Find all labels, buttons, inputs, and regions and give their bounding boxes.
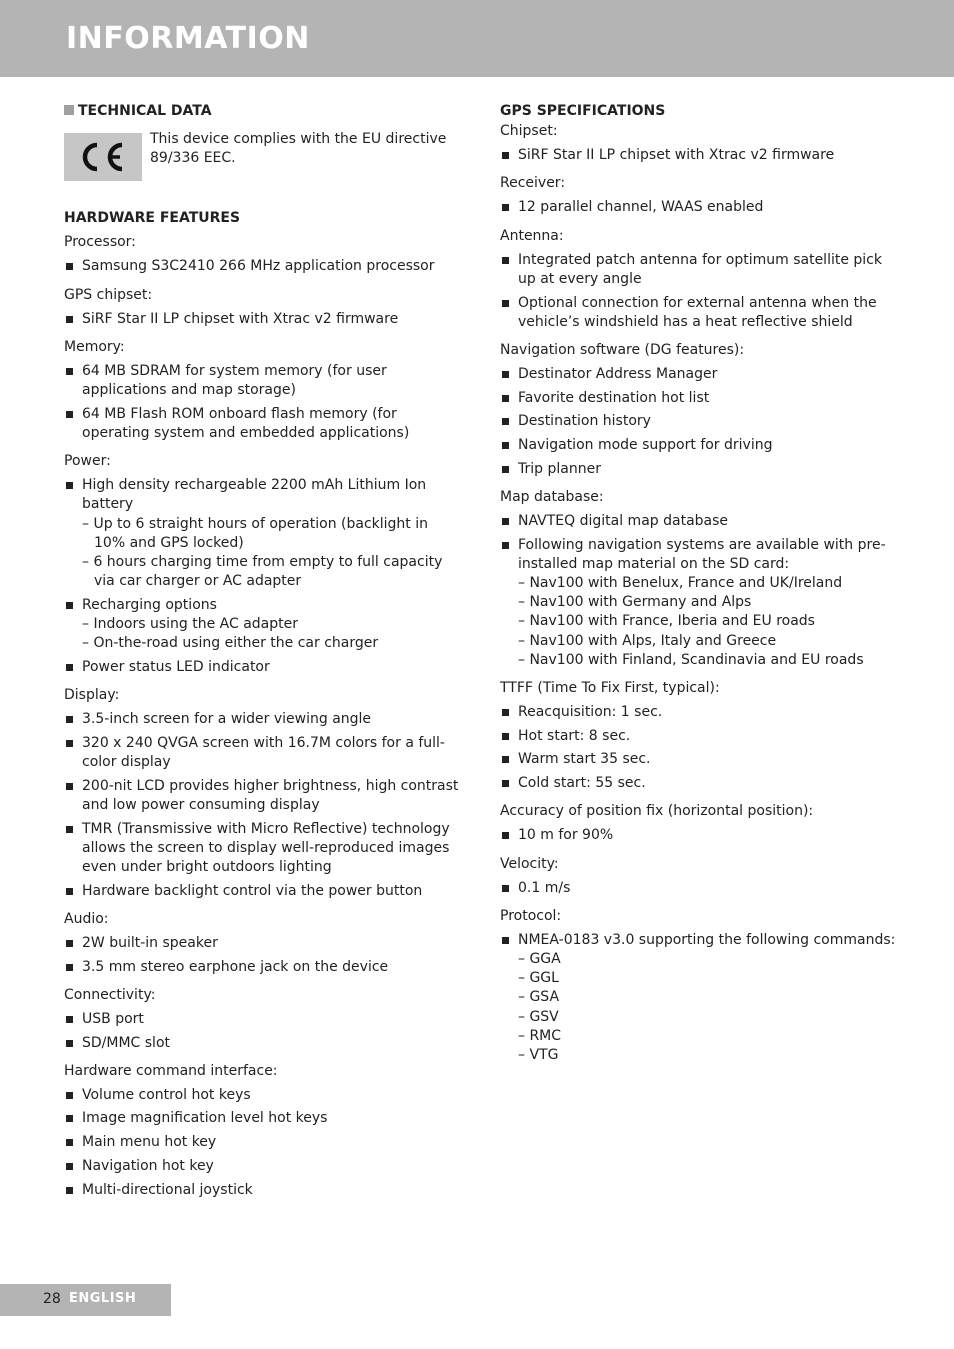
spec-item-text: Image magnification level hot keys — [82, 1110, 328, 1127]
page-header — [0, 0, 954, 77]
spec-list-item — [64, 820, 462, 878]
gps-specifications-heading: GPS SPECIFICATIONS — [500, 103, 666, 119]
ce-compliance — [64, 130, 462, 181]
spec-list-item — [500, 703, 900, 722]
spec-item-text: NAVTEQ digital map database — [518, 512, 729, 529]
spec-list-item — [500, 931, 900, 1065]
page-number: 28 — [43, 1291, 61, 1307]
spec-list-item — [64, 596, 462, 654]
spec-group-label: Antenna: — [500, 227, 564, 244]
hardware-feature-groups — [64, 233, 462, 1199]
spec-group-label: Connectivity: — [64, 986, 156, 1003]
spec-list-item — [500, 727, 900, 746]
spec-sub-item: – Nav100 with Benelux, France and UK/Ireland — [518, 575, 843, 592]
spec-group — [500, 341, 900, 479]
spec-item-text: USB port — [82, 1010, 144, 1027]
spec-item-text: Main menu hot key — [82, 1134, 217, 1151]
spec-list-item — [64, 1181, 462, 1200]
spec-group — [500, 802, 900, 845]
spec-list — [64, 1086, 462, 1200]
spec-list — [64, 1010, 462, 1053]
spec-list-item — [64, 476, 462, 591]
spec-list-item — [64, 310, 462, 329]
spec-item-text: Volume control hot keys — [82, 1086, 251, 1103]
spec-list-item — [500, 412, 900, 431]
spec-list-item — [500, 365, 900, 384]
spec-list-item — [500, 512, 900, 531]
spec-group-label: Accuracy of position fix (horizontal position): — [500, 803, 814, 820]
spec-group — [64, 1062, 462, 1200]
spec-list-item — [64, 1086, 462, 1105]
spec-group-label: Chipset: — [500, 123, 558, 140]
spec-item-text: Samsung S3C2410 266 MHz application processor — [82, 258, 435, 275]
ce-compliance-text: This device complies with the EU directive 89/336 EEC. — [150, 131, 447, 167]
spec-list — [64, 362, 462, 443]
spec-list-item — [500, 198, 900, 217]
ce-mark-icon — [64, 133, 142, 181]
spec-sub-item: – GGA — [518, 950, 561, 967]
spec-list-item — [64, 710, 462, 729]
spec-list — [500, 879, 900, 898]
spec-list-item — [64, 362, 462, 400]
spec-group — [500, 907, 900, 1065]
spec-sub-item: – On-the-road using either the car charger — [82, 635, 379, 652]
spec-group-label: Receiver: — [500, 175, 566, 192]
spec-list — [500, 931, 900, 1065]
spec-list-item — [500, 750, 900, 769]
spec-list-item — [64, 1034, 462, 1053]
spec-item-text: Trip planner — [518, 460, 601, 477]
spec-group — [64, 338, 462, 443]
spec-sub-item: – GSA — [518, 989, 560, 1006]
spec-list-item — [500, 146, 900, 165]
spec-sub-item: – Nav100 with Finland, Scandinavia and EU roads — [518, 651, 864, 668]
gps-spec-groups — [500, 122, 900, 1065]
spec-item-text: SiRF Star II LP chipset with Xtrac v2 firmware — [518, 147, 835, 164]
spec-group-label: Map database: — [500, 488, 604, 505]
spec-sub-item: – Indoors using the AC adapter — [82, 616, 299, 633]
spec-list-item — [500, 774, 900, 793]
spec-list — [500, 826, 900, 845]
spec-sub-item: – GSV — [518, 1008, 559, 1025]
spec-list-item — [64, 1157, 462, 1176]
spec-item-text: Power status LED indicator — [82, 658, 270, 675]
spec-item-text: 3.5 mm stereo earphone jack on the device — [82, 958, 389, 975]
ce-mark-graphic — [77, 140, 129, 174]
spec-list-item — [64, 958, 462, 977]
spec-item-text: 200-nit LCD provides higher brightness, high contrast and low power consuming display — [82, 777, 459, 813]
spec-item-text: Optional connection for external antenna when the vehicle’s windshield has a heat reflective shield — [518, 294, 877, 330]
spec-item-text: Favorite destination hot list — [518, 389, 710, 406]
spec-list-item — [500, 436, 900, 455]
spec-item-text: Reacquisition: 1 sec. — [518, 704, 663, 721]
footer-language-label: ENGLISH — [69, 1291, 137, 1306]
spec-group — [64, 286, 462, 329]
spec-list — [64, 476, 462, 677]
spec-item-text: Destinator Address Manager — [518, 365, 718, 382]
spec-item-text: High density rechargeable 2200 mAh Lithium Ion battery — [82, 477, 427, 513]
spec-item-text: 0.1 m/s — [518, 879, 571, 896]
spec-list-item — [64, 405, 462, 443]
spec-group — [500, 227, 900, 332]
spec-group-label: Protocol: — [500, 907, 562, 924]
spec-list-item — [500, 879, 900, 898]
spec-sub-item: – Nav100 with Alps, Italy and Greece — [518, 632, 777, 649]
spec-item-text: 3.5-inch screen for a wider viewing angle — [82, 711, 372, 728]
spec-group — [64, 452, 462, 677]
spec-item-text: SiRF Star II LP chipset with Xtrac v2 firmware — [82, 310, 399, 327]
spec-item-text: 2W built-in speaker — [82, 934, 218, 951]
spec-list — [500, 251, 900, 332]
spec-sub-item: – 6 hours charging time from empty to full capacity via car charger or AC adapter — [82, 553, 443, 590]
spec-item-text: Navigation hot key — [82, 1157, 214, 1174]
spec-list-item — [64, 777, 462, 815]
heading-square-icon — [64, 105, 74, 115]
hardware-features-heading: HARDWARE FEATURES — [64, 210, 241, 227]
spec-group-label: Power: — [64, 453, 111, 470]
spec-item-text: 320 x 240 QVGA screen with 16.7M colors for a full-color display — [82, 734, 445, 771]
spec-group — [64, 910, 462, 977]
right-column — [500, 102, 900, 1074]
spec-list-item — [64, 257, 462, 276]
left-column — [64, 102, 462, 1209]
spec-item-text: TMR (Transmissive with Micro Reflective) technology allows the screen to display well-reproduced images even under bright outdoors lighting — [82, 820, 450, 876]
spec-group — [64, 686, 462, 901]
spec-list — [500, 198, 900, 217]
spec-group-label: Hardware command interface: — [64, 1062, 278, 1079]
spec-list-item — [500, 294, 900, 332]
spec-list — [500, 512, 900, 670]
spec-list-item — [500, 460, 900, 479]
spec-group-label: Navigation software (DG features): — [500, 341, 745, 358]
spec-group — [500, 174, 900, 217]
spec-list — [500, 703, 900, 793]
spec-item-text: SD/MMC slot — [82, 1034, 171, 1051]
spec-list — [64, 710, 462, 901]
spec-list-item — [500, 536, 900, 670]
spec-item-text: 12 parallel channel, WAAS enabled — [518, 199, 764, 216]
technical-data-heading — [64, 102, 462, 120]
spec-list-item — [64, 1133, 462, 1152]
spec-group-label: TTFF (Time To Fix First, typical): — [500, 680, 720, 697]
spec-sub-item: – Nav100 with France, Iberia and EU roads — [518, 613, 815, 630]
spec-item-text: 64 MB SDRAM for system memory (for user applications and map storage) — [82, 362, 387, 398]
spec-item-text: Destination history — [518, 413, 651, 430]
spec-group — [64, 233, 462, 276]
spec-item-text: 10 m for 90% — [518, 827, 614, 844]
spec-sub-item: – Up to 6 straight hours of operation (backlight in 10% and GPS locked) — [82, 515, 429, 551]
spec-group — [500, 855, 900, 898]
spec-group-label: Audio: — [64, 910, 109, 927]
spec-group — [500, 122, 900, 165]
spec-list — [64, 934, 462, 977]
spec-item-text: Multi-directional joystick — [82, 1181, 253, 1198]
spec-item-text: Hot start: 8 sec. — [518, 727, 631, 744]
spec-sub-item: – RMC — [518, 1027, 562, 1044]
spec-group — [64, 986, 462, 1053]
spec-item-text: Integrated patch antenna for optimum satellite pick up at every angle — [518, 251, 882, 287]
spec-list-item — [64, 1010, 462, 1029]
spec-list — [500, 146, 900, 165]
spec-group-label: Processor: — [64, 234, 136, 251]
spec-list-item — [500, 389, 900, 408]
spec-list-item — [64, 734, 462, 772]
spec-sub-item: – Nav100 with Germany and Alps — [518, 594, 752, 611]
spec-list-item — [64, 882, 462, 901]
spec-group — [500, 488, 900, 670]
spec-item-text: Hardware backlight control via the power button — [82, 882, 423, 899]
spec-item-text: Recharging options — [82, 596, 217, 613]
spec-list — [64, 310, 462, 329]
page-title: INFORMATION — [66, 21, 310, 56]
spec-group — [500, 679, 900, 793]
spec-item-text: Following navigation systems are available with pre-installed map material on the SD card: — [518, 536, 886, 572]
spec-item-text: Navigation mode support for driving — [518, 437, 773, 454]
technical-data-title: TECHNICAL DATA — [78, 103, 212, 119]
spec-item-text: Cold start: 55 sec. — [518, 775, 646, 792]
spec-sub-item: – GGL — [518, 970, 559, 987]
spec-list-item — [64, 1109, 462, 1128]
spec-item-text: 64 MB Flash ROM onboard flash memory (for operating system and embedded applications) — [82, 405, 410, 441]
spec-list-item — [64, 934, 462, 953]
page-footer — [0, 1284, 171, 1316]
spec-list-item — [64, 658, 462, 677]
spec-list — [500, 365, 900, 479]
spec-group-label: Velocity: — [500, 855, 559, 872]
spec-list — [64, 257, 462, 276]
spec-item-text: Warm start 35 sec. — [518, 751, 651, 768]
spec-group-label: Memory: — [64, 338, 125, 355]
spec-list-item — [500, 826, 900, 845]
spec-item-text: NMEA-0183 v3.0 supporting the following commands: — [518, 931, 896, 948]
spec-group-label: Display: — [64, 687, 120, 704]
spec-group-label: GPS chipset: — [64, 286, 153, 303]
spec-list-item — [500, 251, 900, 289]
spec-sub-item: – VTG — [518, 1046, 559, 1063]
